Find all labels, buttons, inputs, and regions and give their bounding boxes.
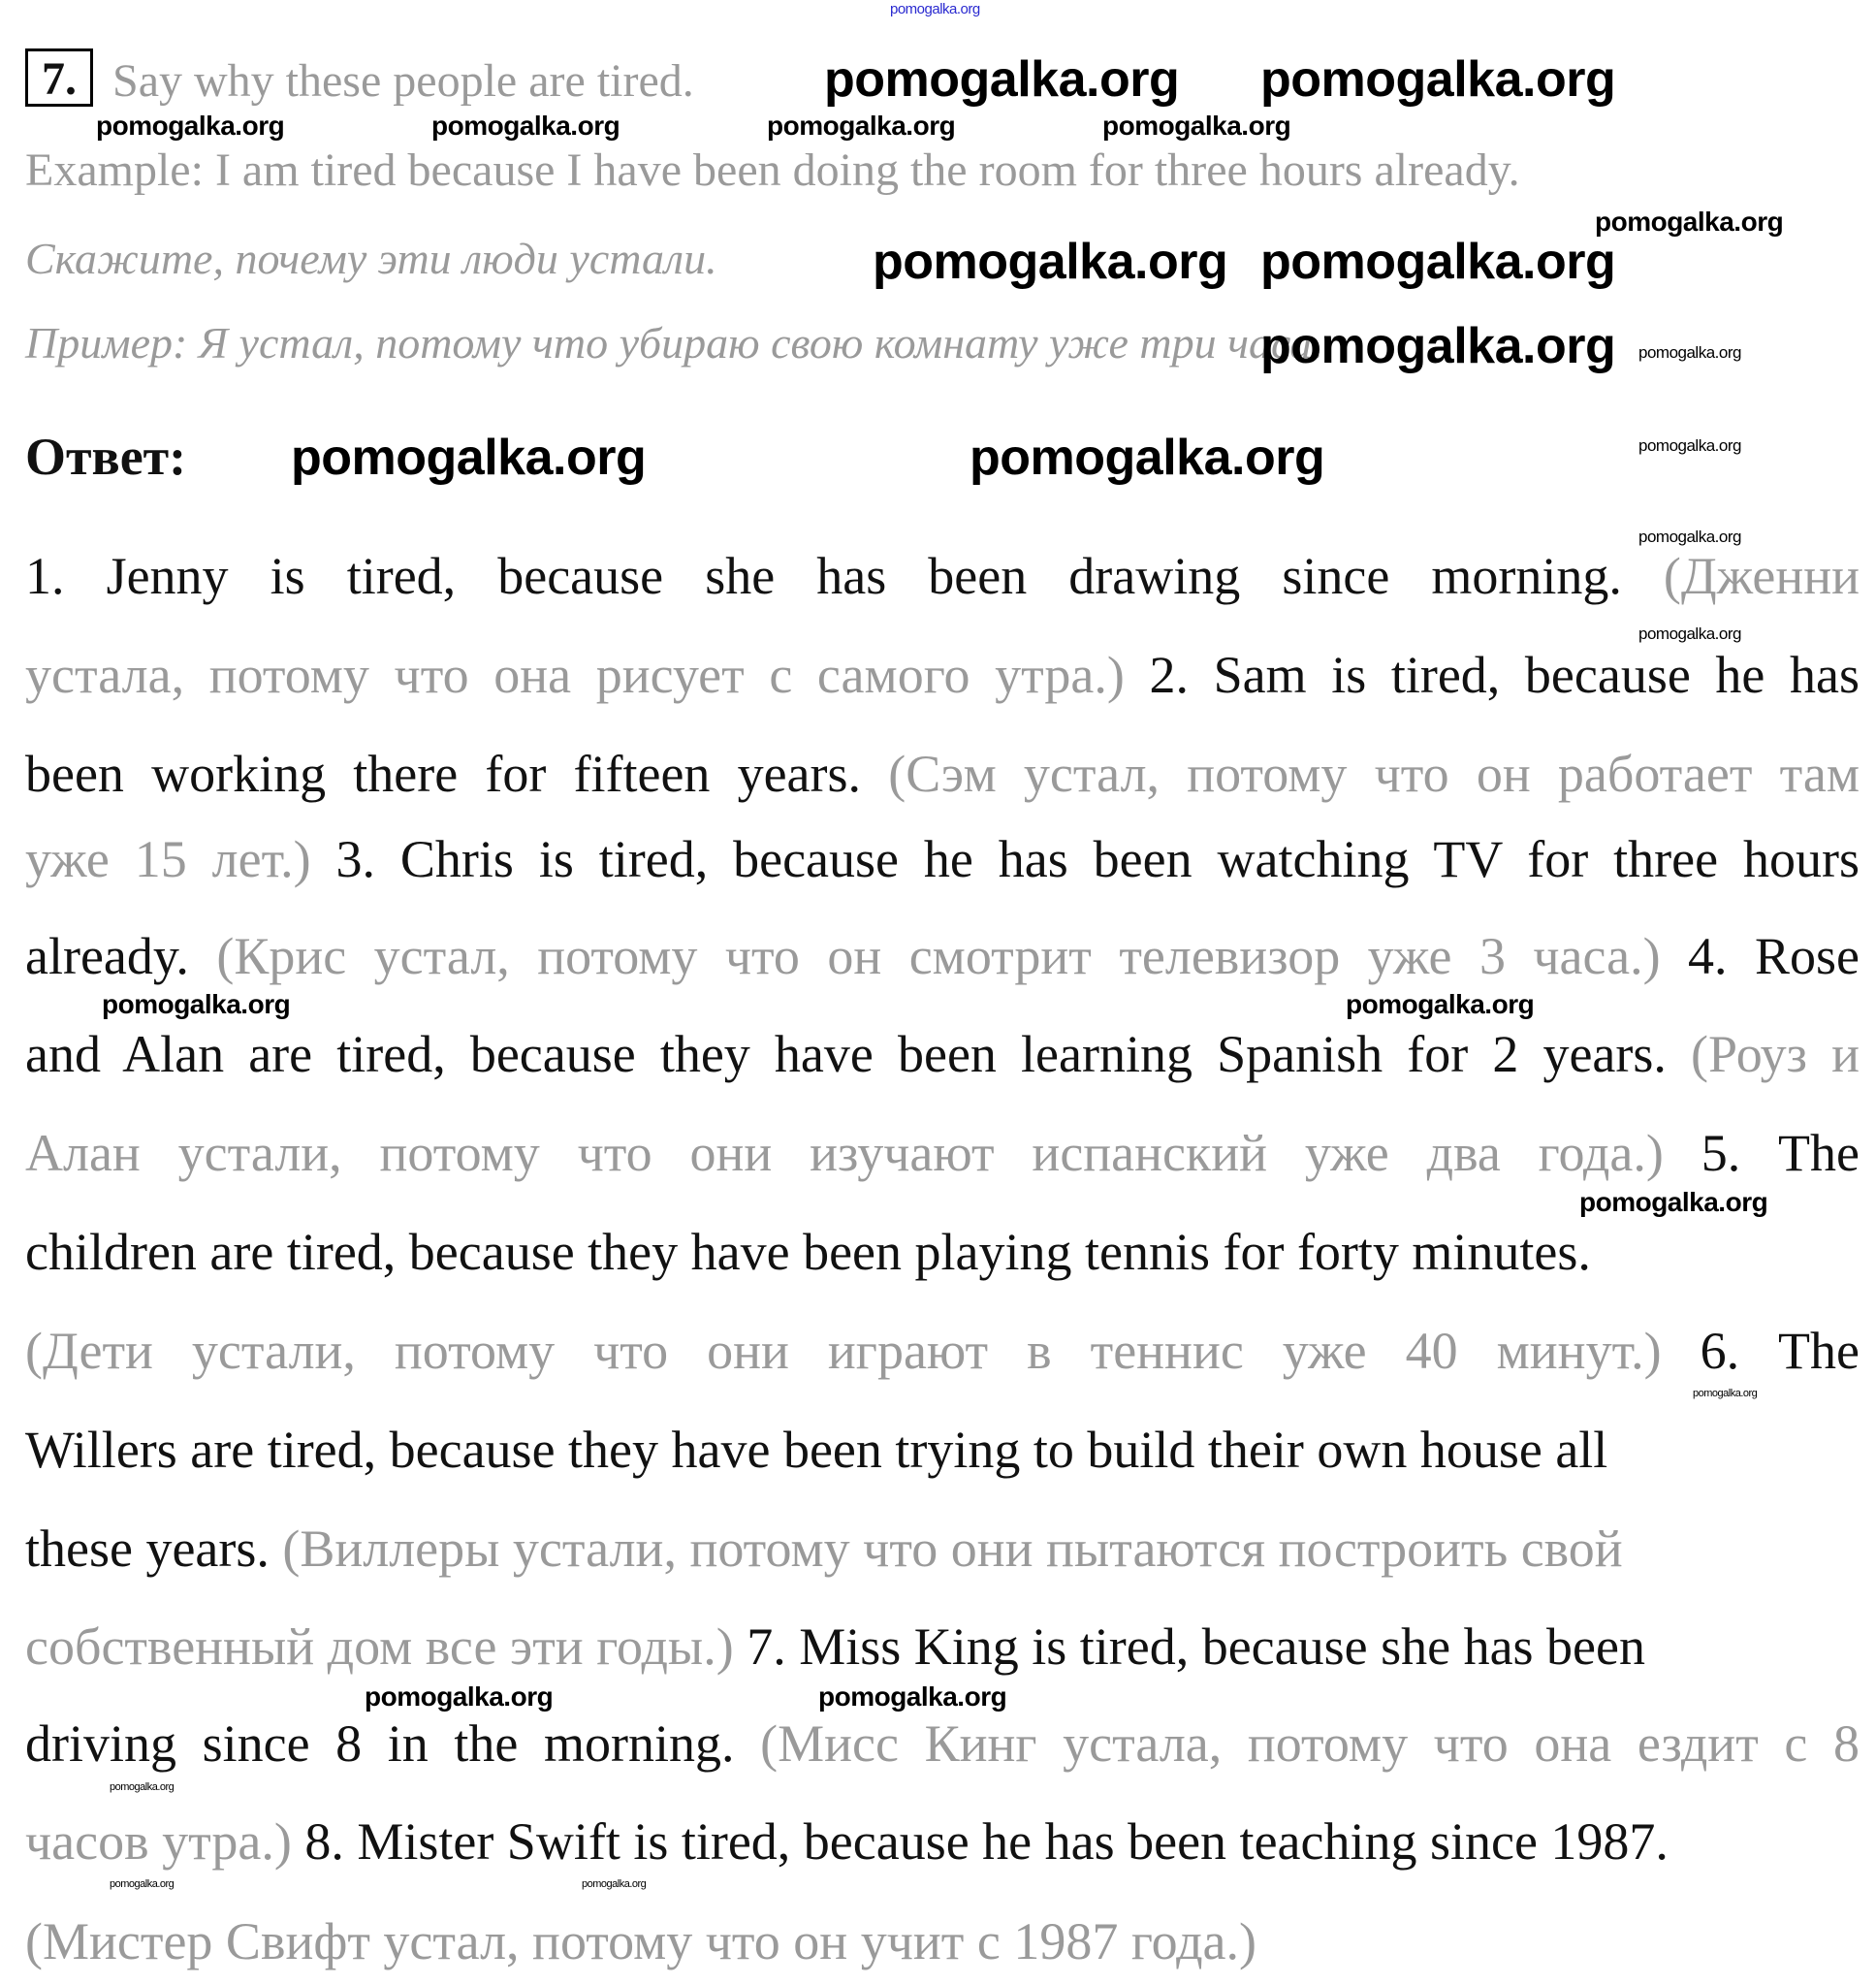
answer-line <box>25 1421 1608 1479</box>
answer-line <box>25 1223 1591 1281</box>
watermark-text: pomogalka.org <box>970 430 1325 486</box>
answer-text: children are tired, because they have been playing tennis for forty minutes. <box>25 1223 1591 1281</box>
exercise-example-ru: Пример: Я устал, потому что убираю свою комнату уже три часа. <box>25 318 1323 368</box>
answer-text: 6. The <box>1661 1322 1860 1380</box>
watermark-text: pomogalka.org <box>1595 207 1784 237</box>
answer-line <box>25 1025 1860 1083</box>
translation-text: уже 15 лет.) <box>25 830 311 888</box>
watermark-text: pomogalka.org <box>110 1781 175 1793</box>
answer-line <box>25 745 1860 803</box>
watermark-text: pomogalka.org <box>582 1878 647 1890</box>
answer-text: and Alan are tired, because they have been learning Spanish for 2 years. <box>25 1025 1667 1083</box>
watermark-text: pomogalka.org <box>824 51 1180 108</box>
answer-heading: Ответ: <box>25 428 187 486</box>
watermark-text: pomogalka.org <box>1638 624 1741 643</box>
exercise-title-ru: Скажите, почему эти люди устали. <box>25 234 717 283</box>
watermark-text: pomogalka.org <box>873 234 1228 290</box>
answer-line <box>25 1124 1860 1182</box>
answer-line <box>25 1912 1257 1970</box>
translation-text: устала, потому что она рисует с самого утра.) <box>25 646 1125 704</box>
watermark-text: pomogalka.org <box>96 111 285 141</box>
answer-text: 4. Rose <box>1660 927 1860 985</box>
translation-text: (Мисс Кинг устала, потому что она ездит с 8 <box>734 1714 1860 1773</box>
answer-text: driving since 8 in the morning. <box>25 1714 735 1773</box>
translation-text: (Сэм устал, потому что он работает там <box>861 745 1860 803</box>
translation-text: (Дженни <box>1621 547 1860 605</box>
answer-text: 5. The <box>1663 1124 1860 1182</box>
translation-text: Алан устали, потому что они изучают испанский уже два года.) <box>25 1124 1664 1182</box>
answer-text: 1. Jenny is tired, because she has been drawing since morning. <box>25 547 1622 605</box>
exercise-title: Say why these people are tired. <box>112 55 694 107</box>
answer-line <box>25 1714 1860 1773</box>
watermark-text: pomogalka.org <box>1102 111 1291 141</box>
watermark-text: pomogalka.org <box>102 989 291 1019</box>
answer-line <box>25 927 1860 985</box>
watermark-text: pomogalka.org <box>1579 1187 1768 1217</box>
watermark-text: pomogalka.org <box>1693 1388 1758 1399</box>
translation-text: (Крис устал, потому что он смотрит телевизор уже 3 часа.) <box>188 927 1661 985</box>
watermark-text: pomogalka.org <box>1260 318 1616 374</box>
answer-line <box>25 1812 1669 1871</box>
watermark-text: pomogalka.org <box>1346 989 1535 1019</box>
exercise-example: Example: I am tired because I have been doing the room for three hours already. <box>25 144 1520 196</box>
watermark-text: pomogalka.org <box>767 111 956 141</box>
answer-text: already. <box>25 927 189 985</box>
watermark-text: pomogalka.org <box>818 1681 1007 1712</box>
watermark-text: pomogalka.org <box>1638 436 1741 455</box>
answer-line <box>25 646 1860 704</box>
answer-text: 3. Chris is tired, because he has been watching TV for three hours <box>310 830 1860 888</box>
answer-line <box>25 1520 1623 1578</box>
watermark-text: pomogalka.org <box>291 430 647 486</box>
translation-text: (Мистер Свифт устал, потому что он учит с 1987 года.) <box>25 1912 1257 1970</box>
answer-text: 8. Mister Swift is tired, because he has been teaching since 1987. <box>291 1812 1669 1871</box>
translation-text: собственный дом все эти годы.) <box>25 1617 734 1676</box>
answer-text: 7. Miss King is tired, because she has been <box>733 1617 1645 1676</box>
answer-text: Willers are tired, because they have been trying to build their own house all <box>25 1421 1608 1479</box>
translation-text: (Роуз и <box>1666 1025 1860 1083</box>
answer-line <box>25 1617 1645 1676</box>
exercise-number: 7. <box>25 48 93 107</box>
watermark-text: pomogalka.org <box>110 1878 175 1890</box>
translation-text: (Дети устали, потому что они играют в теннис уже 40 минут.) <box>25 1322 1662 1380</box>
answer-line <box>25 1322 1860 1380</box>
watermark-text: pomogalka.org <box>1260 51 1616 108</box>
watermark-top[interactable]: pomogalka.org <box>890 1 980 17</box>
watermark-text: pomogalka.org <box>365 1681 554 1712</box>
answer-text: been working there for fifteen years. <box>25 745 862 803</box>
answer-text: these years. <box>25 1520 270 1578</box>
answer-line <box>25 547 1860 605</box>
answer-text: 2. Sam is tired, because he has <box>1124 646 1860 704</box>
watermark-text: pomogalka.org <box>1638 343 1741 362</box>
watermark-text: pomogalka.org <box>1638 528 1741 546</box>
watermark-text: pomogalka.org <box>1260 234 1616 290</box>
watermark-text: pomogalka.org <box>431 111 620 141</box>
translation-text: часов утра.) <box>25 1812 292 1871</box>
translation-text: (Виллеры устали, потому что они пытаются построить свой <box>269 1520 1623 1578</box>
answer-line <box>25 830 1860 888</box>
